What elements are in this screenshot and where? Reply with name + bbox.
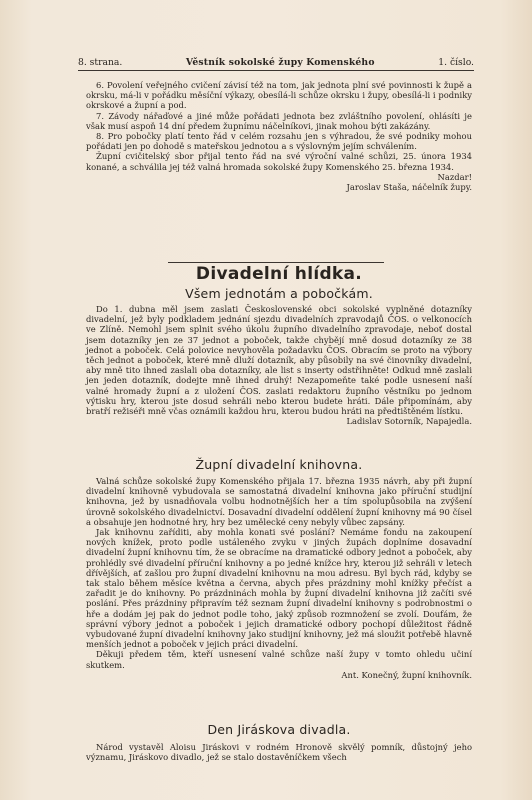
library-paragraph-3: Děkuji předem těm, kteří usnesení valné schůze naší župy v tomto ohledu učiní skutkem. <box>86 649 472 670</box>
section-subtitle: Všem jednotám a pobočkám. <box>185 286 373 301</box>
rule-paragraph-7: 7. Závody nářaďové a jiné může pořádati jednota bez zvláštního povolení, ohlásíti je však musí aspoň 14 dní předem župnímu náčelníkovi, jinak mohou býti zakázány. <box>86 110 472 131</box>
approval-block <box>86 151 472 171</box>
theatre-watch-signature: Ladislav Sotorník, Napajedla. <box>346 416 472 427</box>
section-title-jirasek: Den Jiráskova divadla. <box>207 722 351 737</box>
running-header <box>78 52 474 71</box>
section-title-theatre-watch: Divadelní hlídka. <box>195 264 363 284</box>
library-paragraph-2: Jak knihovnu zaříditi, aby mohla konati své poslání? Nemáme fondu na zakoupení nových knížek, proto podle ustáleného zvyku v jiných župách doplníme dosavadní divadelní župní knihovnu tím, že se obracíme na dramatické odbory jednot a poboček, aby prohlédly své divadelní příruční knihovny a po jedné knížce hry, kterou již sehráli v letech dřívějších, ať zašlou pro župní divadelní knihovnu na mou adresu. Byl bych rád, kdyby se tak stalo během měsíce května a června, abych přes prázdniny mohl knížky přečíst a zařadit je do knihovny. Po prázdninách mohla by župní divadelní knihovna již začíti své poslání. Přes prázdniny připravím též seznam župní divadelní knihovny s podrobnostmi o hře a dodám jej pak do jednot podle toho, jaký způsob rozmnožení se zvolí. Doufám, že správní výbory jednot a poboček i jejich dramatické odbory pochopí důležitost řádně vybudované župní divadelní knihovny jako studijní knihovny, jež má sloužit potřebě hlavně menších jednot a poboček v jejich práci divadelní. <box>86 527 472 650</box>
rules-signature: Jaroslav Staša, náčelník župy. <box>346 182 472 193</box>
section-title-library: Župní divadelní knihovna. <box>195 457 363 472</box>
jirasek-body <box>86 742 472 762</box>
section-divider <box>168 262 384 263</box>
rules-section <box>86 80 472 192</box>
journal-title: Věstník sokolské župy Komenského <box>185 57 375 68</box>
rule-paragraph-6: 6. Povolení veřejného cvičení závisí též na tom, jak jednota plní své povinnosti k župě a okrsku, má-li v pořádku měsíční výkazy, obesílá-li schůze okrsku i župy, obesílá-li i podniky okrskové a župní a pod. <box>86 80 472 111</box>
jirasek-paragraph: Národ vystavěl Aloisu Jiráskovi v rodném Hronově skvělý pomník, důstojný jeho významu, Jiráskovo divadlo, jež se stalo dostavěníčkem všech <box>86 742 472 763</box>
theatre-watch-paragraph: Do 1. dubna měl jsem zaslati Československé obci sokolské vyplněné dotazníky divadelní, jež byly podkladem jednání sjezdu divadelních zpravodajů ČOS. o velkonocích ve Zlíně. Nemohl jsem splnit svého úkolu župního divadelního zpravodaje, neboť dostal jsem dotazníky jen ze 37 jednot a poboček, takže chybějí mně dosud dotazníky ze 38 jednot a poboček. Celá polovice nevyhověla požadavku ČOS. Obracím se proto na výbory těch jednot a poboček, které mně dluží dotazník, aby působily na své činovníky divadelní, aby mně tito ihned zaslali oba dotazníky, ale list s inserty odstřihněte! Odkud mně zaslali jen jeden dotazník, dodejte mně ihned druhý! Nezapomeňte také podle usnesení naší valné hromady župní a z uložení ČOS. zaslati redaktoru župního věstníku po jednom výtisku hry, kterou jste dosud sehráli nebo kterou budete hráti. Dále připomínám, aby bratří režiséři mně včas oznámili každou hru, kterou budou hráti na předtištěném lístku. <box>86 304 472 417</box>
library-paragraph-1: Valná schůze sokolské župy Komenského přijala 17. března 1935 návrh, aby při župní divadelní knihovně vybudovala se samostatná divadelní knihovna jako příruční studijní knihovna, jež by usnadňovala volbu hodnotnějších her a tím spolupůsobila na zvýšení úrovně sokolského divadelnictví. Dosavadní divadelní oddělení župní knihovny má 90 čísel a obsahuje jen hodnotné hry, hry bez umělecké ceny nebyly vůbec zapsány. <box>86 476 472 527</box>
page-number: 8. strana. <box>78 57 123 68</box>
rule-paragraph-8: 8. Pro pobočky platí tento řád v celém rozsahu jen s výhradou, že své podniky mohou pořádati jen po dohodě s mateřskou jednotou a s výslovným jejím schválením. <box>86 131 472 152</box>
library-body <box>86 476 472 680</box>
library-signature: Ant. Konečný, župní knihovník. <box>341 669 472 680</box>
theatre-watch-body <box>86 304 472 426</box>
issue-number: 1. číslo. <box>438 57 474 68</box>
greeting: Nazdar! <box>437 171 472 182</box>
approval-text: Župní cvičitelský sbor přijal tento řád na své výroční valné schůzi, 25. února 1934 konané, a schválila jej též valná hromada sokolské župy Komenského 25. března 1934. <box>86 151 472 172</box>
